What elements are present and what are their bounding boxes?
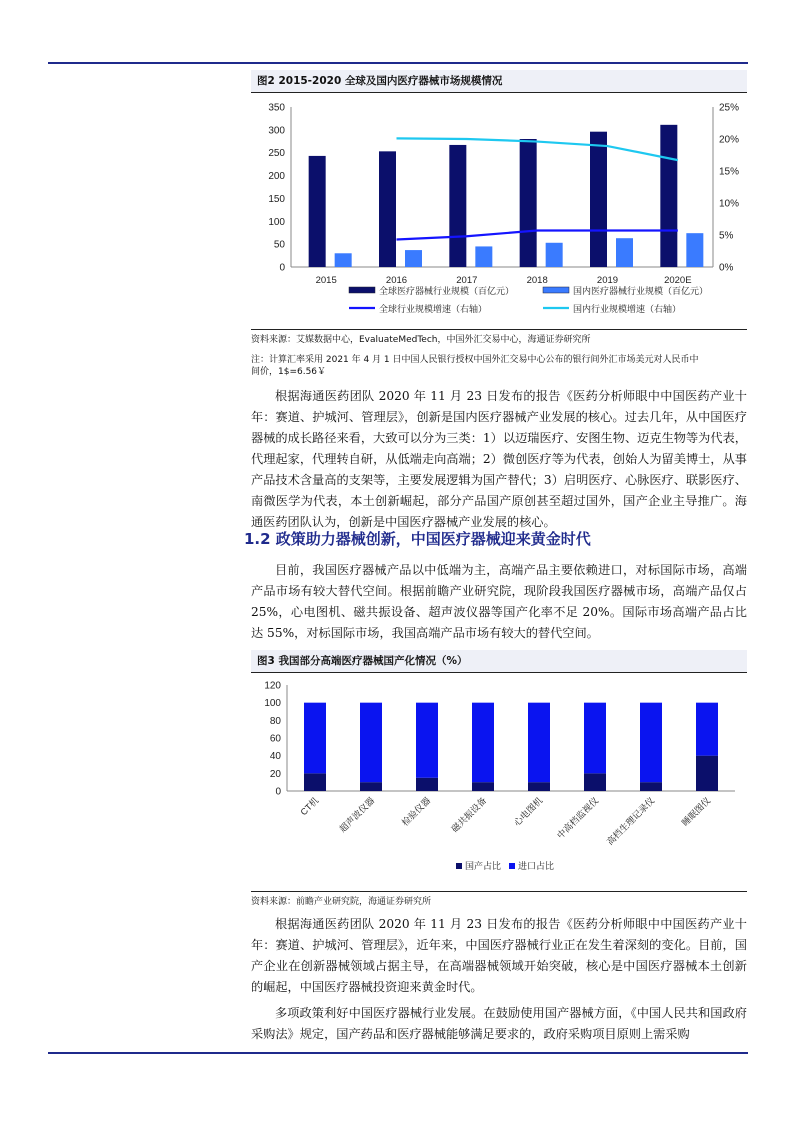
y2-tick-label: 20% xyxy=(719,134,740,146)
bar-global xyxy=(309,156,326,267)
bar-import-share xyxy=(472,703,494,783)
bar-domestic-share xyxy=(416,778,438,791)
paragraph-1: 根据海通医药团队 2020 年 11 月 23 日发布的报告《医药分析师眼中中国医药产业十年：赛道、护城河、管理层》，创新是国内医疗器械产业发展的核心。过去几年，从中国医疗器械的成长路径来看，大致可以分为三类：1）以迈瑞医疗、安图生物、迈克生物等为代表，代理起家，代理转自研，从低端走向高端；2）微创医疗等为代表，创始人为留美博士，从事产品技术含量高的支架等，主要发展逻辑为国产替代；3）启明医疗、心脉医疗、联影医疗、南微医学为代表，本土创新崛起，部分产品国产原创甚至超过国外，国产企业主导推广。海通医药团队认为，创新是中国医疗器械产业发展的核心。 xyxy=(251,389,747,529)
legend-swatch xyxy=(456,863,462,869)
bar-import-share xyxy=(640,703,662,783)
figure-2-title: 图2 2015-2020 全球及国内医疗器械市场规模情况 xyxy=(251,70,747,93)
line-global-growth xyxy=(397,231,678,240)
y-tick-label: 50 xyxy=(273,239,285,251)
bar-domestic-share xyxy=(640,782,662,791)
figure-3-source: 资料来源：前瞻产业研究院，海通证券研究所 xyxy=(251,897,432,907)
y-tick-label: 100 xyxy=(264,698,281,710)
bar-global xyxy=(449,145,466,267)
legend-label: 国内行业规模增速（右轴） xyxy=(573,304,682,314)
market-size-chart xyxy=(251,93,747,325)
x-tick-label: 中高档监视仪 xyxy=(555,795,601,841)
section-heading: 1.2 政策助力器械创新，中国医疗器械迎来黄金时代 xyxy=(244,530,591,548)
bar-global xyxy=(660,125,677,267)
bar-domestic xyxy=(405,250,422,267)
y-tick-label: 120 xyxy=(264,680,281,692)
bar-import-share xyxy=(696,703,718,756)
bar-domestic-share xyxy=(528,782,550,791)
legend-label: 进口占比 xyxy=(518,861,555,871)
x-tick-label: 2017 xyxy=(456,275,478,286)
header-rule xyxy=(48,62,748,64)
bar-domestic-share xyxy=(584,773,606,791)
y-tick-label: 0 xyxy=(275,786,281,798)
legend-label: 全球行业规模增速（右轴） xyxy=(379,304,488,314)
y-tick-label: 150 xyxy=(268,193,285,205)
figure-2-note-2: 间价，1$=6.56￥ xyxy=(251,367,327,377)
bar-import-share xyxy=(584,703,606,774)
bar-import-share xyxy=(360,703,382,783)
x-tick-label: 磁共振设备 xyxy=(449,795,489,835)
legend-label: 国内医疗器械行业规模（百亿元） xyxy=(573,286,709,296)
x-tick-label: 2018 xyxy=(526,275,548,286)
bar-domestic xyxy=(616,238,633,267)
y-tick-label: 60 xyxy=(269,733,281,745)
bar-domestic xyxy=(546,243,563,267)
bar-global xyxy=(520,139,537,267)
bar-domestic-share xyxy=(360,782,382,791)
line-domestic-growth xyxy=(397,138,678,160)
bar-global xyxy=(590,132,607,267)
y-tick-label: 40 xyxy=(269,751,281,763)
y-tick-label: 250 xyxy=(268,148,285,160)
legend-label: 全球医疗器械行业规模（百亿元） xyxy=(379,286,515,296)
y-tick-label: 0 xyxy=(279,262,285,274)
y-tick-label: 300 xyxy=(268,125,285,137)
y-tick-label: 350 xyxy=(268,102,285,114)
y2-tick-label: 5% xyxy=(719,230,734,242)
y2-tick-label: 10% xyxy=(719,198,740,210)
figure-2-note-1: 注：计算汇率采用 2021 年 4 月 1 日中国人民银行授权中国外汇交易中心公布的银行间外汇市场美元对人民币中 xyxy=(251,355,699,365)
bar-domestic xyxy=(686,233,703,267)
bar-domestic-share xyxy=(472,782,494,791)
x-tick-label: 心电图机 xyxy=(511,795,545,828)
bar-domestic xyxy=(335,253,352,267)
y2-tick-label: 15% xyxy=(719,166,740,178)
figure-3-title: 图3 我国部分高端医疗器械国产化情况（%） xyxy=(251,650,747,673)
y2-tick-label: 0% xyxy=(719,262,734,274)
y-tick-label: 80 xyxy=(269,715,281,727)
x-tick-label: 2020E xyxy=(664,275,692,286)
x-tick-label: 高档生理记录仪 xyxy=(604,795,657,847)
y2-tick-label: 25% xyxy=(719,102,740,114)
y-tick-label: 20 xyxy=(269,768,281,780)
bar-import-share xyxy=(304,703,326,774)
legend-swatch xyxy=(349,287,375,293)
y-tick-label: 100 xyxy=(268,216,285,228)
bar-global xyxy=(379,151,396,267)
x-tick-label: 超声波仪器 xyxy=(337,795,377,835)
figure-2-source: 资料来源：艾媒数据中心，EvaluateMedTech，中国外汇交易中心，海通证券研究所 xyxy=(251,335,591,345)
paragraph-3: 根据海通医药团队 2020 年 11 月 23 日发布的报告《医药分析师眼中中国医药产业十年：赛道、护城河、管理层》，近年来，中国医疗器械行业正在发生着深刻的变化。目前，国产企业在创新器械领域占据主导，在高端器械领域开始突破，核心是中国医疗器械本土创新的崛起，中国医疗器械投资迎来黄金时代。 xyxy=(251,917,747,994)
figure-2 xyxy=(251,70,747,378)
legend-swatch xyxy=(543,287,569,293)
legend-swatch xyxy=(509,863,515,869)
x-tick-label: 2015 xyxy=(315,275,337,286)
localization-chart xyxy=(251,673,747,887)
legend-label: 国产占比 xyxy=(465,861,502,871)
footer-rule xyxy=(48,1052,748,1054)
figure-3 xyxy=(251,650,747,908)
x-tick-label: CT机 xyxy=(298,795,321,818)
x-tick-label: 睡眠图仪 xyxy=(679,795,713,828)
bar-domestic xyxy=(475,246,492,267)
bar-domestic-share xyxy=(696,756,718,791)
x-tick-label: 检验仪器 xyxy=(399,795,433,828)
bar-import-share xyxy=(528,703,550,783)
bar-domestic-share xyxy=(304,773,326,791)
y-tick-label: 200 xyxy=(268,171,285,183)
x-tick-label: 2019 xyxy=(596,275,619,286)
paragraph-4: 多项政策利好中国医疗器械行业发展。在鼓励使用国产器械方面，《中国人民共和国政府采购法》规定，国产药品和医疗器械能够满足要求的，政府采购项目原则上需采购 xyxy=(251,1006,747,1041)
paragraph-2: 目前，我国医疗器械产品以中低端为主，高端产品主要依赖进口，对标国际市场，高端产品市场有较大替代空间。根据前瞻产业研究院，现阶段我国医疗器械市场，高端产品仅占 25%，心电图机、磁共振设备、超声波仪器等国产化率不足 20%。国际市场高端产品占比达 55%，对标国际市场，我国高端产品市场有较大的替代空间。 xyxy=(251,563,747,640)
bar-import-share xyxy=(416,703,438,778)
x-tick-label: 2016 xyxy=(385,275,408,286)
